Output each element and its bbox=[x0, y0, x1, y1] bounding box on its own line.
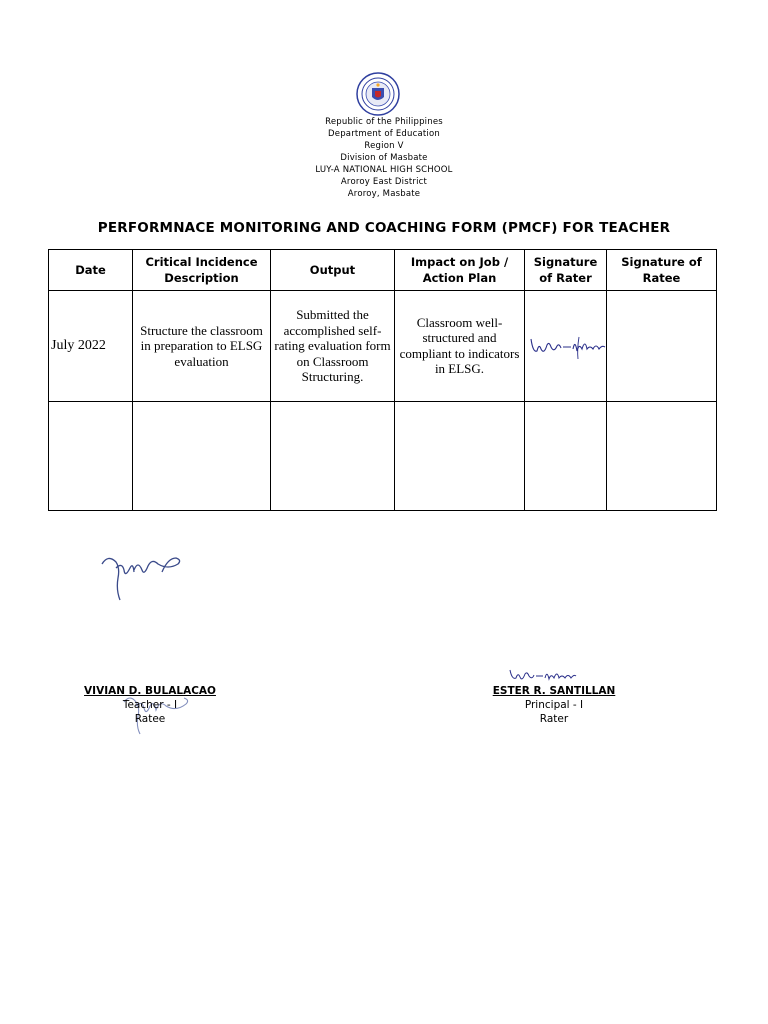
ratee-position: Teacher - I bbox=[122, 699, 178, 711]
form-title: PERFORMNACE MONITORING AND COACHING FORM (PMCF) FOR TEACHER bbox=[97, 220, 671, 236]
header-line-district: Aroroy East District bbox=[340, 177, 428, 187]
cell-ratee-signature bbox=[607, 291, 717, 402]
column-header-date: Date bbox=[49, 250, 133, 291]
cell-impact bbox=[395, 401, 525, 511]
cell-ratee-signature bbox=[607, 401, 717, 511]
column-header-description: Critical Incidence Description bbox=[133, 250, 271, 291]
header-line-region: Region V bbox=[364, 141, 404, 151]
school-header bbox=[0, 116, 768, 200]
rater-signature-image bbox=[527, 331, 607, 361]
ratee-name: VIVIAN D. BULALACAO bbox=[84, 685, 216, 697]
cell-impact: Classroom well-structured and compliant to indicators in ELSG. bbox=[395, 291, 525, 402]
header-line-division: Division of Masbate bbox=[340, 153, 428, 163]
column-header-rater-signature: Signature of Rater bbox=[525, 250, 607, 291]
cell-rater-signature bbox=[525, 401, 607, 511]
table-row bbox=[49, 401, 717, 511]
table-header-row bbox=[49, 250, 717, 291]
cell-output bbox=[271, 401, 395, 511]
column-header-output: Output bbox=[271, 250, 395, 291]
rater-signature-image bbox=[508, 664, 578, 686]
column-header-impact: Impact on Job / Action Plan bbox=[395, 250, 525, 291]
rater-signatory-block bbox=[464, 684, 644, 726]
cell-date: July 2022 bbox=[49, 291, 133, 402]
rater-name: ESTER R. SANTILLAN bbox=[492, 685, 616, 697]
header-line-school: LUY-A NATIONAL HIGH SCHOOL bbox=[315, 165, 453, 175]
rater-position: Principal - I bbox=[524, 699, 584, 711]
ratee-signatory-block bbox=[60, 684, 240, 726]
rater-role: Rater bbox=[539, 713, 569, 725]
cell-output: Submitted the accomplished self-rating evaluation form on Classroom Structuring. bbox=[271, 291, 395, 402]
cell-date bbox=[49, 401, 133, 511]
pmcf-table bbox=[48, 249, 717, 511]
cell-rater-signature bbox=[525, 291, 607, 402]
ratee-signature-image bbox=[98, 548, 188, 604]
deped-seal-logo bbox=[352, 72, 404, 116]
cell-description: Structure the classroom in preparation to ELSG evaluation bbox=[133, 291, 271, 402]
column-header-ratee-signature: Signature of Ratee bbox=[607, 250, 717, 291]
table-row bbox=[49, 291, 717, 402]
header-line-republic: Republic of the Philippines bbox=[325, 117, 443, 127]
header-line-address: Aroroy, Masbate bbox=[347, 189, 421, 199]
ratee-role: Ratee bbox=[134, 713, 166, 725]
header-line-department: Department of Education bbox=[328, 129, 440, 139]
cell-description bbox=[133, 401, 271, 511]
